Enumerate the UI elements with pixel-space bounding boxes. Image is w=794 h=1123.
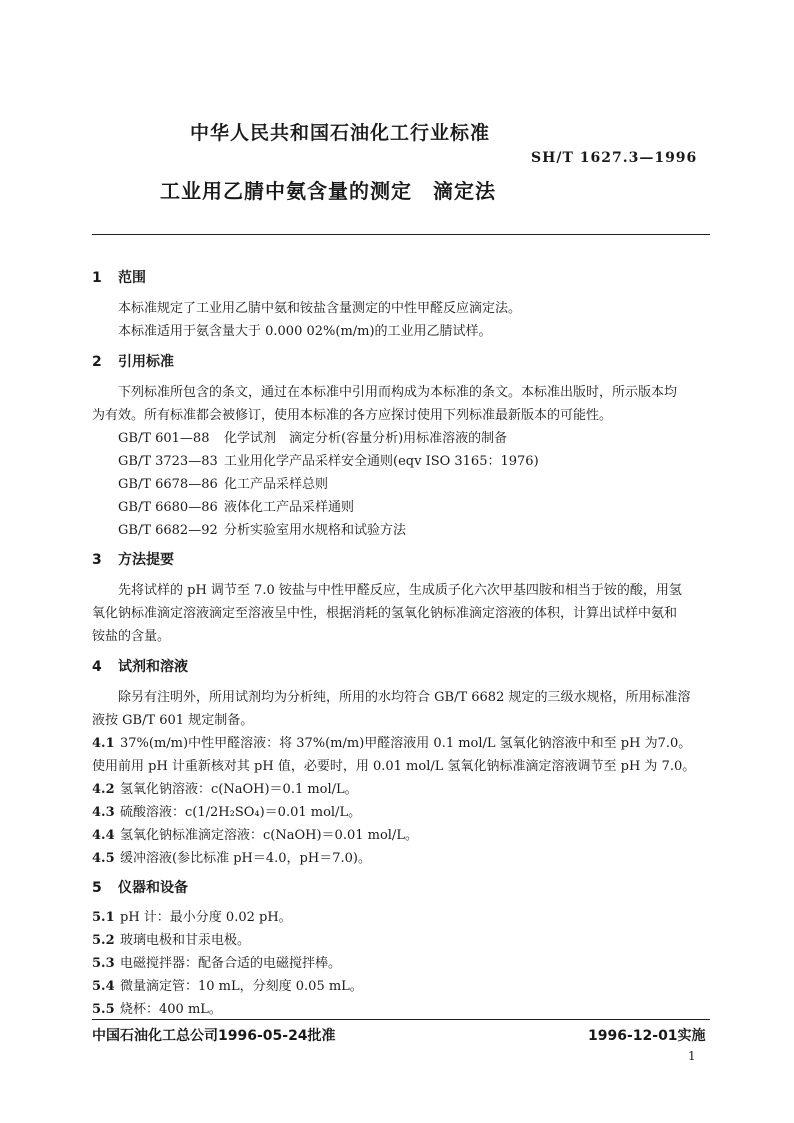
reference-code: GB/T 6682—92 [118, 523, 218, 538]
clause-text: 缓冲溶液(参比标准 pH＝4.0，pH＝7.0)。 [120, 851, 371, 866]
clause-text: 氢氧化钠溶液：c(NaOH)＝0.1 mol/L。 [120, 782, 358, 797]
paragraph-line: 除另有注明外，所用试剂均为分析纯，所用的水均符合 GB/T 6682 规定的三级水规格，所用标准溶 [118, 690, 691, 705]
reference-name: 分析实验室用水规格和试验方法 [224, 523, 407, 538]
reference-item [118, 427, 507, 446]
paragraph-line: 使用前用 pH 计重新核对其 pH 值，必要时，用 0.01 mol/L 氢氧化钠标准滴定溶液调节至 pH 为 7.0。 [92, 759, 696, 774]
clause-4-1 [92, 732, 691, 751]
clause-5-3 [92, 952, 341, 971]
document-title: 工业用乙腈中氨含量的测定 滴定法 [160, 179, 496, 203]
section-number: 3 [92, 552, 102, 568]
clause-text: 氢氧化钠标准滴定溶液：c(NaOH)＝0.01 mol/L。 [120, 828, 418, 843]
paragraph-line: 下列标准所包含的条文，通过在本标准中引用而构成为本标准的条文。本标准出版时，所示版本均 [118, 385, 678, 400]
section-5-heading [92, 877, 188, 897]
clause-number: 4.1 [92, 736, 115, 751]
paragraph-line: 氧化钠标准滴定溶液滴定至溶液呈中性，根据消耗的氢氧化钠标准滴定溶液的体积，计算出试样中氨和 [92, 606, 678, 621]
paragraph: 本标准适用于氨含量大于 0.000 02%(m/m)的工业用乙腈试样。 [118, 324, 492, 339]
clause-number: 5.4 [92, 979, 115, 994]
reference-code: GB/T 601—88 [118, 431, 210, 446]
clause-4-5 [92, 847, 371, 866]
clause-4-3 [92, 801, 361, 820]
section-title: 方法提要 [118, 552, 174, 568]
paragraph-line: 为有效。所有标准都会被修订，使用本标准的各方应探讨使用下列标准最新版本的可能性。 [92, 408, 613, 423]
clause-number: 4.2 [92, 782, 115, 797]
clause-number: 4.3 [92, 805, 115, 820]
paragraph-line: 液按 GB/T 601 规定制备。 [92, 713, 254, 728]
section-3-heading [92, 549, 174, 569]
standard-code-text: SH/T 1627.3—1996 [531, 150, 698, 166]
implementation-date: 1996-12-01实施 [588, 1028, 706, 1044]
clause-text: 硫酸溶液：c(1/2H₂SO₄)＝0.01 mol/L。 [120, 805, 362, 820]
clause-number: 5.2 [92, 933, 115, 948]
page-number: 1 [688, 1049, 696, 1063]
section-number: 4 [92, 659, 102, 675]
reference-name: 工业用化学产品采样安全通则(eqv ISO 3165：1976) [224, 454, 539, 469]
section-number: 2 [92, 354, 102, 370]
approval-line: 中国石油化工总公司1996-05-24批准 [92, 1028, 336, 1044]
clause-text: 烧杯：400 mL。 [120, 1002, 222, 1017]
reference-code: GB/T 6680—86 [118, 500, 218, 515]
header-divider [92, 234, 710, 235]
section-title: 引用标准 [118, 354, 174, 370]
clause-text: 微量滴定管：10 mL，分刻度 0.05 mL。 [120, 979, 363, 994]
reference-item [118, 496, 354, 515]
paragraph-line: 铵盐的含量。 [92, 629, 171, 644]
clause-text: pH 计：最小分度 0.02 pH。 [120, 910, 292, 925]
clause-5-5 [92, 998, 222, 1017]
clause-5-2 [92, 929, 250, 948]
section-title: 试剂和溶液 [118, 659, 188, 675]
section-title: 范围 [118, 270, 146, 286]
clause-number: 5.5 [92, 1002, 115, 1017]
section-number: 5 [92, 880, 102, 896]
clause-text: 电磁搅拌器：配备合适的电磁搅拌棒。 [120, 956, 342, 971]
reference-item [118, 519, 406, 538]
clause-4-2 [92, 778, 358, 797]
clause-number: 5.1 [92, 910, 115, 925]
paragraph-line: 先将试样的 pH 调节至 7.0 铵盐与中性甲醛反应，生成质子化六次甲基四胺和相当于铵的酸，用氢 [118, 583, 682, 598]
paragraph: 本标准规定了工业用乙腈中氨和铵盐含量测定的中性甲醛反应滴定法。 [118, 301, 522, 316]
section-2-heading [92, 351, 174, 371]
reference-name: 化学试剂 滴定分析(容量分析)用标准溶液的制备 [224, 431, 508, 446]
clause-5-4 [92, 975, 363, 994]
reference-name: 化工产品采样总则 [224, 477, 329, 492]
reference-code: GB/T 3723—83 [118, 454, 218, 469]
reference-item [118, 450, 539, 469]
standard-code [531, 150, 697, 166]
reference-code: GB/T 6678—86 [118, 477, 218, 492]
standard-category: 中华人民共和国石油化工行业标准 [190, 122, 491, 144]
clause-number: 4.5 [92, 851, 115, 866]
footer-divider [92, 1019, 710, 1020]
section-1-heading [92, 267, 146, 287]
reference-item [118, 473, 328, 492]
clause-number: 5.3 [92, 956, 115, 971]
section-number: 1 [92, 270, 102, 286]
clause-text: 37%(m/m)中性甲醛溶液：将 37%(m/m)甲醛溶液用 0.1 mol/L 氢氧化钠溶液中和至 pH 为7.0。 [120, 736, 692, 751]
clause-5-1 [92, 906, 292, 925]
section-title: 仪器和设备 [118, 880, 188, 896]
section-4-heading [92, 656, 188, 676]
reference-name: 液体化工产品采样通则 [224, 500, 355, 515]
clause-text: 玻璃电极和甘汞电极。 [120, 933, 251, 948]
clause-number: 4.4 [92, 828, 115, 843]
clause-4-4 [92, 824, 418, 843]
